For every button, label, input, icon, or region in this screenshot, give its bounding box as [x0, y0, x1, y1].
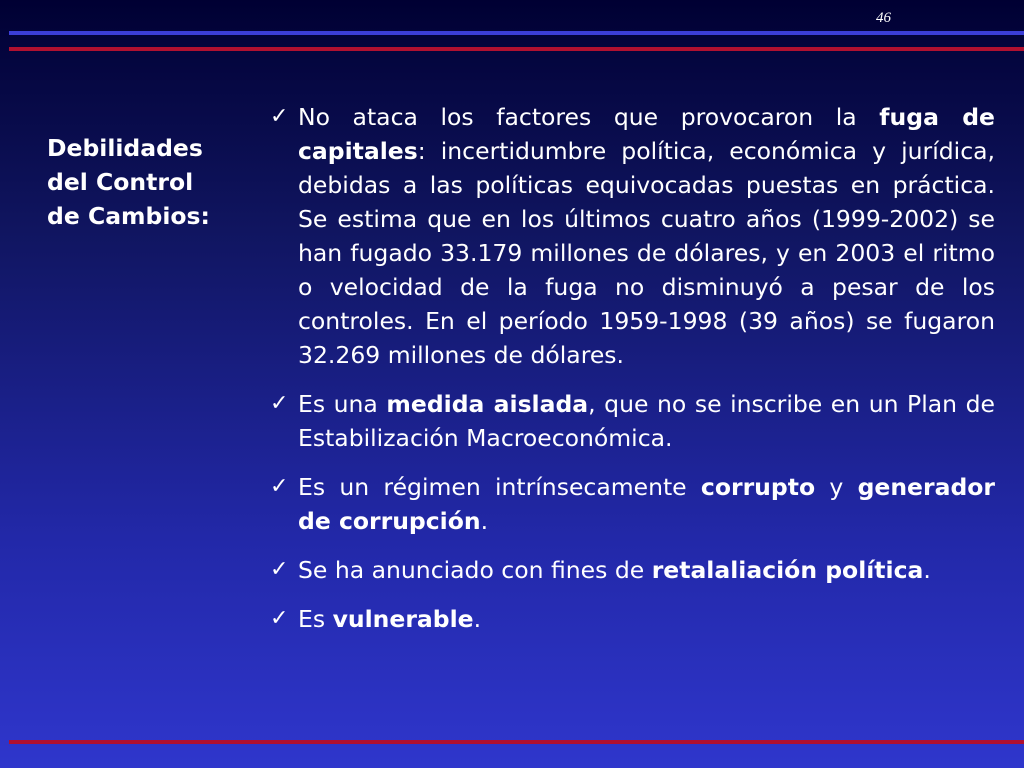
text-segment: : incertidumbre política, económica y jurídica, debidas a las políticas equivocadas puestas en práctica. Se estima que en los últimos cuatro años (1999-2002) se han fugado 33.179 millones de dólares, y en 2003 el ritmo o velocidad de la fuga no disminuyó a pesar de los controles. En el período 1959-1998 (39 años) se fugaron 32.269 millones de dólares.: [298, 137, 995, 369]
text-segment: Se ha anunciado con fines de: [298, 556, 652, 584]
bullet-item: [270, 602, 995, 636]
bullet-item: [270, 100, 995, 372]
top-divider-blue: [9, 31, 1024, 35]
checkmark-icon: ✓: [270, 557, 289, 582]
checkmark-icon: ✓: [270, 104, 289, 129]
bullet-text: [298, 470, 995, 538]
slide-heading-line: Debilidades: [47, 134, 203, 162]
text-segment: .: [923, 556, 931, 584]
slide-heading-line: de Cambios:: [47, 202, 210, 230]
bullet-item: [270, 470, 995, 538]
bullet-list: [270, 100, 995, 651]
bullet-text: [298, 553, 995, 587]
text-segment: , que no se inscribe en un Plan de Estabilización Macroeconómica.: [298, 390, 995, 452]
text-segment: .: [480, 507, 489, 535]
text-segment: Es un régimen intrínsecamente: [298, 473, 701, 501]
checkmark-icon: ✓: [270, 606, 289, 631]
bullet-item: [270, 553, 995, 587]
emphasis-text: fuga de capitales: [298, 103, 995, 165]
bottom-divider-red: [9, 740, 1024, 744]
bullet-text: [298, 387, 995, 455]
checkmark-icon: ✓: [270, 391, 289, 416]
top-divider-red: [9, 47, 1024, 51]
page-number: 46: [876, 10, 891, 26]
text-segment: Es: [298, 605, 333, 633]
emphasis-text: vulnerable: [332, 605, 474, 633]
emphasis-text: generador de corrupción: [298, 473, 995, 535]
text-segment: y: [815, 473, 858, 501]
text-segment: No ataca los factores que provocaron la: [298, 103, 880, 131]
checkmark-icon: ✓: [270, 474, 289, 499]
slide-heading: [47, 131, 247, 233]
bullet-text: [298, 602, 995, 636]
emphasis-text: retalaliación política: [651, 556, 924, 584]
emphasis-text: medida aislada: [386, 390, 589, 418]
bullet-text: [298, 100, 995, 372]
slide-heading-line: del Control: [47, 168, 194, 196]
text-segment: .: [473, 605, 482, 633]
emphasis-text: corrupto: [700, 473, 816, 501]
bullet-item: [270, 387, 995, 455]
text-segment: Es una: [298, 390, 387, 418]
